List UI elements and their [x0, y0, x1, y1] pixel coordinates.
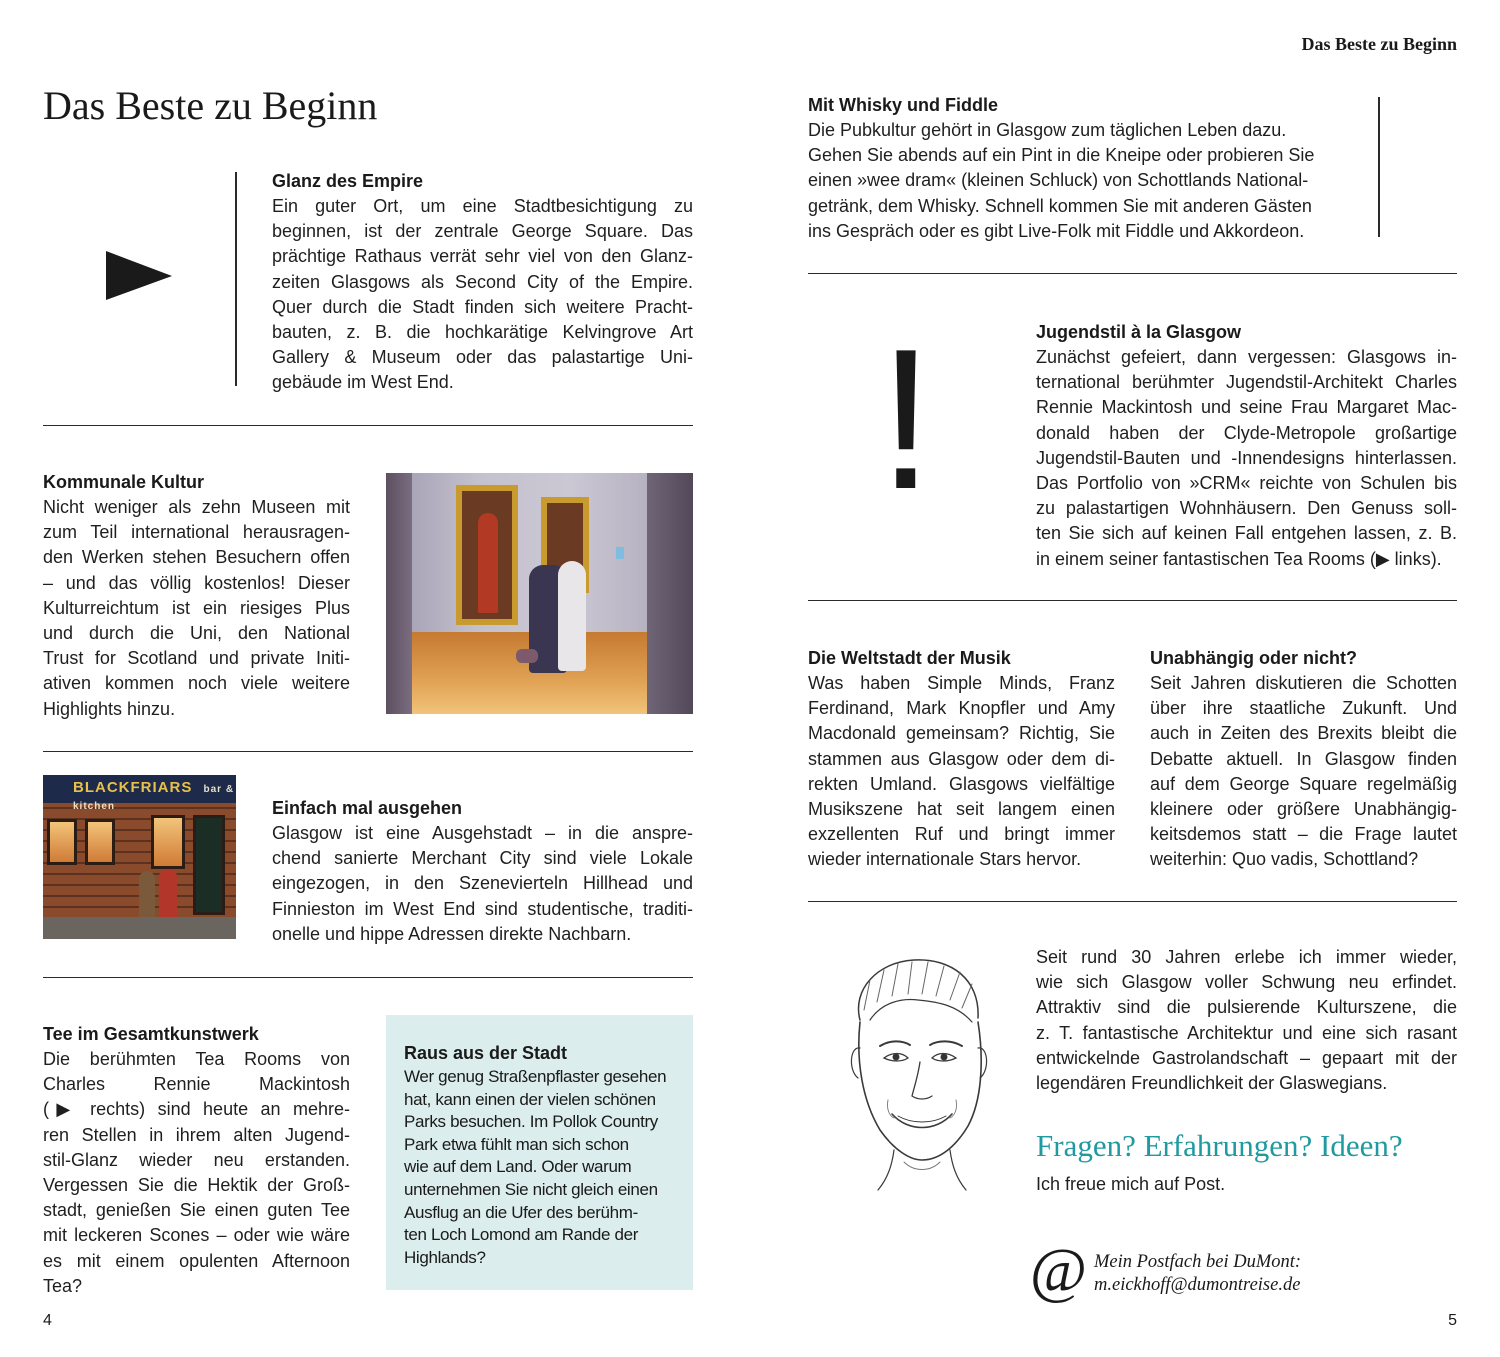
text-line: wie auf dem Land. Oder warum [404, 1157, 632, 1177]
section-tee [43, 1022, 350, 1299]
text-line: Charles Rennie Mackintosh [43, 1074, 350, 1095]
text-line: Wer genug Straßenpflaster gesehen [404, 1067, 667, 1086]
text-line: prächtige Rathaus verrät sehr viel von den Glanz- [272, 246, 693, 267]
divider [808, 273, 1457, 274]
text-line: Zunächst gefeiert, dann vergessen: Glasgows in- [1036, 347, 1457, 367]
text-line: in einem seiner fantastischen Tea Rooms (▶ links). [1036, 548, 1442, 569]
text-line: Die berühmten Tea Rooms von [43, 1049, 350, 1069]
text-line: (▶ rechts) sind heute an mehre- [43, 1099, 350, 1120]
text-line: rekten Umland. Glasgows vielfältige [808, 773, 1115, 794]
divider [43, 425, 693, 426]
text-line: unternehmen Sie nicht gleich einen [404, 1179, 658, 1199]
divider [43, 751, 693, 752]
text-line: Ausflug an die Ufer des berühm- [404, 1202, 638, 1222]
text-line: Tea? [43, 1275, 83, 1296]
text-line: eingezogen, in den Szenevierteln Hillhead und [272, 873, 693, 894]
section-title: Einfach mal ausgehen [272, 798, 463, 818]
divider [808, 901, 1457, 902]
text-line: stil-Glanz wieder neu erstanden. [43, 1149, 350, 1170]
section-title: Die Weltstadt der Musik [808, 648, 1011, 668]
text-line: Trust for Scotland und private Initi- [43, 648, 350, 669]
text-line: ins Gespräch oder es gibt Live-Folk mit Fiddle und Akkordeon. [808, 220, 1305, 241]
text-line: – und das völlig kostenlos! Dieser [43, 572, 350, 593]
question-subline: Ich freue mich auf Post. [1036, 1174, 1226, 1194]
pub-sign-name: BLACKFRIARS [73, 779, 193, 796]
info-box-raus [386, 1015, 693, 1290]
text-line: zeiten Glasgows als Second City of the Empire. [272, 271, 693, 292]
text-line: donald haben der Clyde-Metropole großartige [1036, 422, 1457, 443]
section-whisky [808, 93, 1348, 244]
question-heading: Fragen? Erfahrungen? Ideen? [1036, 1128, 1403, 1163]
page-title: Das Beste zu Beginn [43, 83, 378, 128]
text-line: ten Loch Lomond am Rande der [404, 1225, 639, 1245]
pub-sign [43, 775, 236, 812]
text-line: Finnieston im West End sind studentische, traditi- [272, 898, 693, 919]
divider [808, 600, 1457, 601]
text-line: Seit Jahren diskutieren die Schotten [1150, 673, 1457, 693]
text-line: kleinere oder größere Unabhängig- [1150, 799, 1457, 820]
text-line: Ferdinand, Mark Knopfler und Amy [808, 698, 1115, 719]
text-line: Gallery & Museum oder das palastartige Uni- [272, 347, 693, 368]
text-line: Macdonald gemeinsam? Richtig, Sie [808, 723, 1115, 744]
text-line: ten Sie sich auf keinen Fall entgehen lassen, z. B. [1036, 523, 1457, 544]
text-line: stammen aus Glasgow oder dem di- [808, 748, 1115, 769]
text-line: onelle und hippe Adressen direkte Nachbarn. [272, 923, 632, 944]
section-title: Tee im Gesamtkunstwerk [43, 1024, 259, 1044]
text-line: auch in Zeiten des Brexits bleibt die [1150, 723, 1457, 744]
section-title: Unabhängig oder nicht? [1150, 648, 1357, 668]
section-jugendstil [1036, 320, 1457, 572]
text-line: zu palastartigen Wohnhäusern. Den Genuss soll- [1036, 498, 1457, 519]
text-line: Ein guter Ort, um eine Stadtbesichtigung zu [272, 196, 693, 216]
section-title: Glanz des Empire [272, 171, 424, 191]
play-triangle-icon [106, 251, 174, 306]
pub-photo [43, 775, 236, 939]
text-line: und durch die Uni, den National [43, 623, 350, 644]
text-line: Rennie Mackintosh und seine Frau Margaret Mac- [1036, 397, 1457, 418]
section-body [1036, 345, 1457, 572]
section-body [808, 118, 1348, 244]
text-line: Vergessen Sie die Hektik der Groß- [43, 1175, 350, 1196]
info-box-title: Raus aus der Stadt [404, 1043, 568, 1063]
text-line: zum Teil international herausragen- [43, 522, 350, 543]
running-head: Das Beste zu Beginn [1301, 34, 1457, 54]
text-line: ren Stellen in ihrem alten Jugend- [43, 1124, 350, 1145]
text-line: stadt, genießen Sie einen guten Tee [43, 1200, 350, 1221]
section-musik [808, 646, 1115, 873]
museum-photo [386, 473, 693, 714]
section-body [808, 671, 1115, 873]
section-title: Mit Whisky und Fiddle [808, 95, 998, 115]
text-line: getränk, dem Whisky. Schnell kommen Sie mit anderen Gästen [808, 195, 1312, 216]
text-line: Musikszene hat seit langem einen [808, 799, 1115, 820]
text-line: Highlands? [404, 1247, 486, 1267]
text-line: Nicht weniger als zehn Museen mit [43, 497, 350, 517]
section-title: Jugendstil à la Glasgow [1036, 322, 1242, 342]
text-line: Was haben Simple Minds, Franz [808, 673, 1115, 693]
text-line: Gehen Sie abends auf ein Pint in die Kneipe oder probieren Sie [808, 145, 1315, 166]
text-line: weiterhin: Quo vadis, Schottland? [1150, 849, 1419, 870]
text-line: Jugendstil-Bauten und -Innendesigns hinterlassen. [1036, 447, 1457, 468]
vertical-divider [235, 172, 237, 386]
text-line: beginnen, ist der zentrale George Square. Das [272, 221, 693, 242]
text-line: Glasgow ist eine Ausgehstadt – in die anspre- [272, 823, 693, 843]
text-line: Seit rund 30 Jahren erlebe ich immer wieder, [1036, 947, 1457, 967]
text-line: Das Portfolio von »CRM« reichte von Schulen bis [1036, 473, 1457, 494]
section-ausgehen [272, 796, 693, 947]
author-body [1036, 945, 1457, 1096]
info-box-body [404, 1066, 675, 1269]
text-line: Quer durch die Stadt finden sich weitere Pracht- [272, 296, 693, 317]
section-unabhaengig [1150, 646, 1457, 873]
text-line: wie sich Glasgow voller Schwung neu erfindet. [1036, 972, 1457, 993]
exclamation-icon: ! [878, 308, 934, 531]
text-line: Highlights hinzu. [43, 698, 176, 719]
text-line: bauten, z. B. die hochkarätige Kelvingrove Art [272, 322, 693, 343]
text-line: chend sanierte Merchant City sind viele Lokale [272, 848, 693, 869]
page-number-right: 5 [1448, 1312, 1457, 1329]
text-line: ativen kommen noch viele weitere [43, 673, 350, 694]
text-line: Park etwa fühlt man sich schon [404, 1134, 629, 1154]
text-line: mit leckeren Scones – oder wie wäre [43, 1225, 350, 1246]
text-line: Debatte aktuell. In Glasgow finden [1150, 748, 1457, 769]
text-line: keitsdemos statt – die Frage lautet [1150, 824, 1457, 845]
text-line: z. T. fantastische Architektur und eine sich rasant [1036, 1022, 1457, 1043]
section-body [1150, 671, 1457, 873]
author-statement [1036, 945, 1457, 1096]
mail-label: Mein Postfach bei DuMont: [1094, 1252, 1302, 1272]
text-line: einen »wee dram« (kleinen Schluck) von Schottlands National- [808, 170, 1309, 191]
text-line: Attraktiv sind die pulsierende Kulturszene, die [1036, 997, 1457, 1018]
pub-sign-sub: bar & kitchen [73, 784, 235, 812]
text-line: wieder internationale Stars hervor. [808, 849, 1082, 870]
page-number-left: 4 [43, 1312, 52, 1329]
author-portrait [822, 950, 1012, 1195]
text-line: Kulturreichtum ist ein riesiges Plus [43, 597, 350, 618]
text-line: Die Pubkultur gehört in Glasgow zum täglichen Leben dazu. [808, 120, 1287, 140]
mail-address-link[interactable]: m.eickhoff@dumontreise.de [1094, 1275, 1301, 1295]
divider [43, 977, 693, 978]
text-line: entwickelnde Gastrolandschaft – gepaart mit der [1036, 1047, 1457, 1068]
section-body [272, 821, 693, 947]
text-line: den Werken stehen Besuchern offen [43, 547, 350, 568]
text-line: legendären Freundlichkeit der Glaswegians. [1036, 1073, 1388, 1094]
text-line: auf dem George Square regelmäßig [1150, 773, 1457, 794]
text-line: ternational berühmter Jugendstil-Architekt Charles [1036, 372, 1457, 393]
section-title: Kommunale Kultur [43, 472, 205, 492]
section-kultur [43, 470, 350, 722]
vertical-divider [1378, 97, 1380, 237]
text-line: es mit einem opulenten Afternoon [43, 1250, 350, 1271]
text-line: gebäude im West End. [272, 372, 454, 393]
text-line: Parks besuchen. Im Pollok Country [404, 1112, 658, 1132]
section-body [43, 1047, 350, 1299]
section-glanz [272, 169, 693, 396]
text-line: exzellenten Ruf und bringt immer [808, 824, 1115, 845]
text-line: über ihre staatliche Zukunft. Und [1150, 698, 1457, 719]
text-line: hat, kann einen der vielen schönen [404, 1089, 656, 1109]
at-sign-icon: @ [1030, 1237, 1088, 1305]
section-body [272, 194, 693, 396]
section-body [43, 495, 350, 722]
